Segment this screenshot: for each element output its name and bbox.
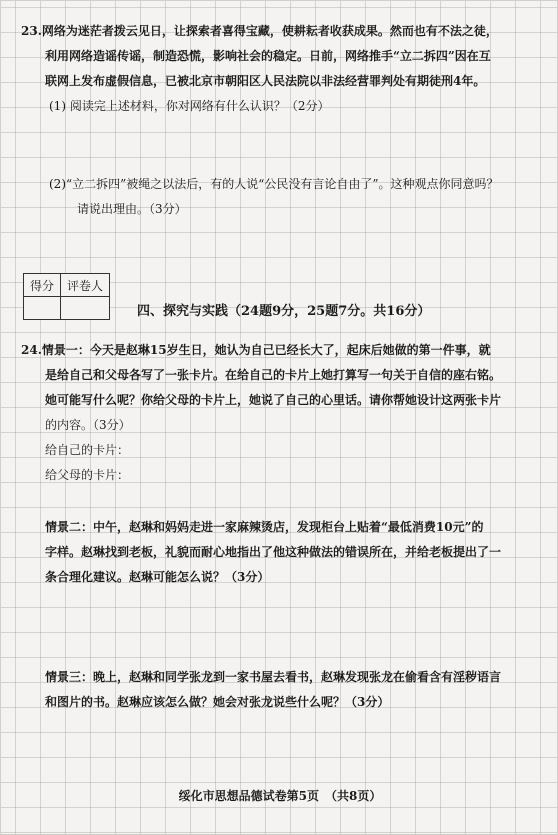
- score-cell[interactable]: [24, 297, 61, 320]
- card-self-label: 给自己的卡片：: [45, 443, 130, 457]
- score-label: 得分: [24, 274, 61, 297]
- q24-s2-line-2: 字样。赵琳找到老板，礼貌而耐心地指出了他这种做法的错误所在，并给老板提出了一: [45, 545, 502, 559]
- q24-s1-line-2: 是给自己和父母各写了一张卡片。在给自己的卡片上她打算写一句关于自信的座右铭。: [45, 368, 502, 382]
- q23-part-2-line-1: (2)“立二拆四”被绳之以法后，有的人说“公民没有言论自由了”。这种观点你同意吗？: [49, 177, 499, 191]
- grader-cell[interactable]: [61, 297, 110, 320]
- q24-s1-line-1: 24.情景一：今天是赵琳15岁生日，她认为自己已经长大了，起床后她做的第一件事，就: [21, 343, 491, 357]
- q24-s1-line-3: 她可能写什么呢？你给父母的卡片上，她说了自己的心里话。请你帮她设计这两张卡片: [45, 393, 502, 407]
- score-box: [23, 273, 110, 320]
- card-parents-label: 给父母的卡片：: [45, 468, 130, 482]
- q24-s2-line-3: 条合理化建议。赵琳可能怎么说？（3分）: [45, 570, 270, 584]
- q24-s3-line-1: 情景三：晚上，赵琳和同学张龙到一家书屋去看书，赵琳发现张龙在偷看含有淫秽语言: [45, 670, 502, 684]
- q23-part-2-line-2: 请说出理由。（3分）: [77, 202, 187, 216]
- q23-part-1: (1) 阅读完上述材料，你对网络有什么认识？（2分）: [49, 99, 330, 113]
- q24-s2-line-1: 情景二：中午，赵琳和妈妈走进一家麻辣烫店，发现柜台上贴着“最低消费10元”的: [45, 520, 484, 534]
- q23-line-1: 23.网络为迷茫者拨云见日，让探索者喜得宝藏，使耕耘者收获成果。然而也有不法之徒，: [21, 24, 498, 38]
- q24-s3-line-2: 和图片的书。赵琳应该怎么做？她会对张龙说些什么呢？（3分）: [45, 695, 390, 709]
- q24-s1-line-4: 的内容。（3分）: [45, 418, 131, 432]
- q23-line-2: 利用网络造谣传谣，制造恐慌，影响社会的稳定。日前，网络推手“立二拆四”因在互: [45, 49, 491, 63]
- section-4-title: 四、探究与实践（24题9分，25题7分。共16分）: [137, 304, 431, 319]
- q23-line-3: 联网上发布虚假信息，已被北京市朝阳区人民法院以非法经营罪判处有期徒刑4年。: [45, 74, 486, 88]
- grader-label: 评卷人: [61, 274, 110, 297]
- page-footer: 绥化市思想品德试卷第5页 （共8页）: [178, 789, 382, 803]
